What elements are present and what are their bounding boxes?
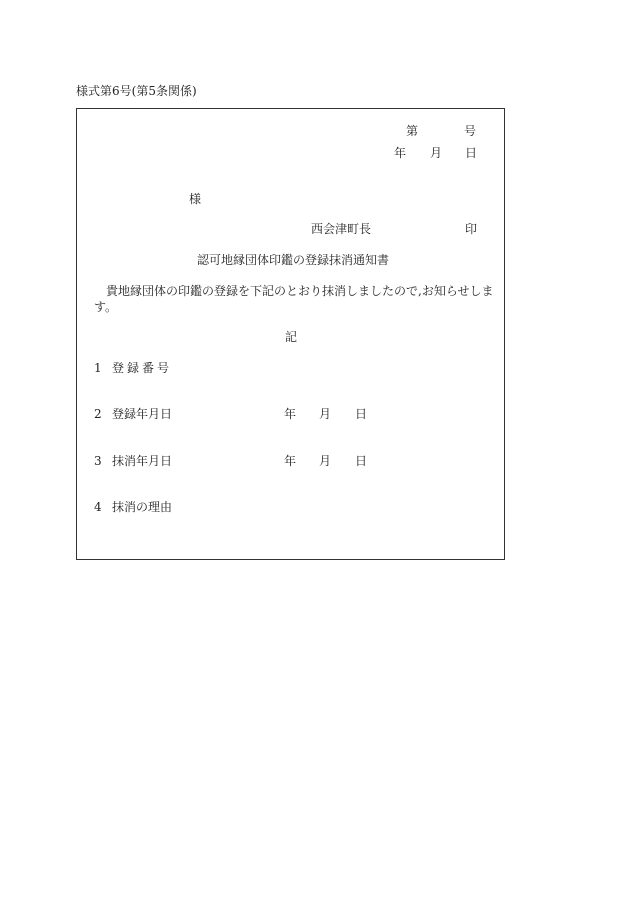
item-2-label: 登録年月日 [112, 407, 173, 421]
item-3-year: 年 [284, 454, 297, 468]
issuer-seal: 印 [465, 222, 478, 236]
ki-label: 記 [285, 330, 298, 344]
number-prefix: 第 [406, 124, 419, 138]
date-day: 日 [465, 146, 478, 160]
date-month: 月 [430, 146, 443, 160]
item-3-month: 月 [319, 454, 332, 468]
item-4-number: 4 [94, 500, 102, 514]
issuer-title: 西会津町長 [311, 222, 372, 236]
item-3-day: 日 [355, 454, 368, 468]
body-text: 貴地縁団体の印鑑の登録を下記のとおり抹消しましたので,お知らせします。 [94, 284, 494, 314]
item-3-number: 3 [94, 454, 102, 468]
item-2-year: 年 [284, 407, 297, 421]
date-year: 年 [394, 146, 407, 160]
item-2-month: 月 [319, 407, 332, 421]
addressee-suffix: 様 [189, 192, 202, 206]
item-3-label: 抹消年月日 [112, 454, 173, 468]
item-2-number: 2 [94, 407, 102, 421]
form-number: 様式第6号(第5条関係) [76, 84, 197, 98]
item-1-number: 1 [94, 361, 102, 375]
item-1-label: 登録番号 [112, 361, 173, 375]
item-2-day: 日 [355, 407, 368, 421]
number-suffix: 号 [464, 124, 477, 138]
document-title: 認可地縁団体印鑑の登録抹消通知書 [197, 253, 390, 267]
item-4-label: 抹消の理由 [112, 500, 173, 514]
